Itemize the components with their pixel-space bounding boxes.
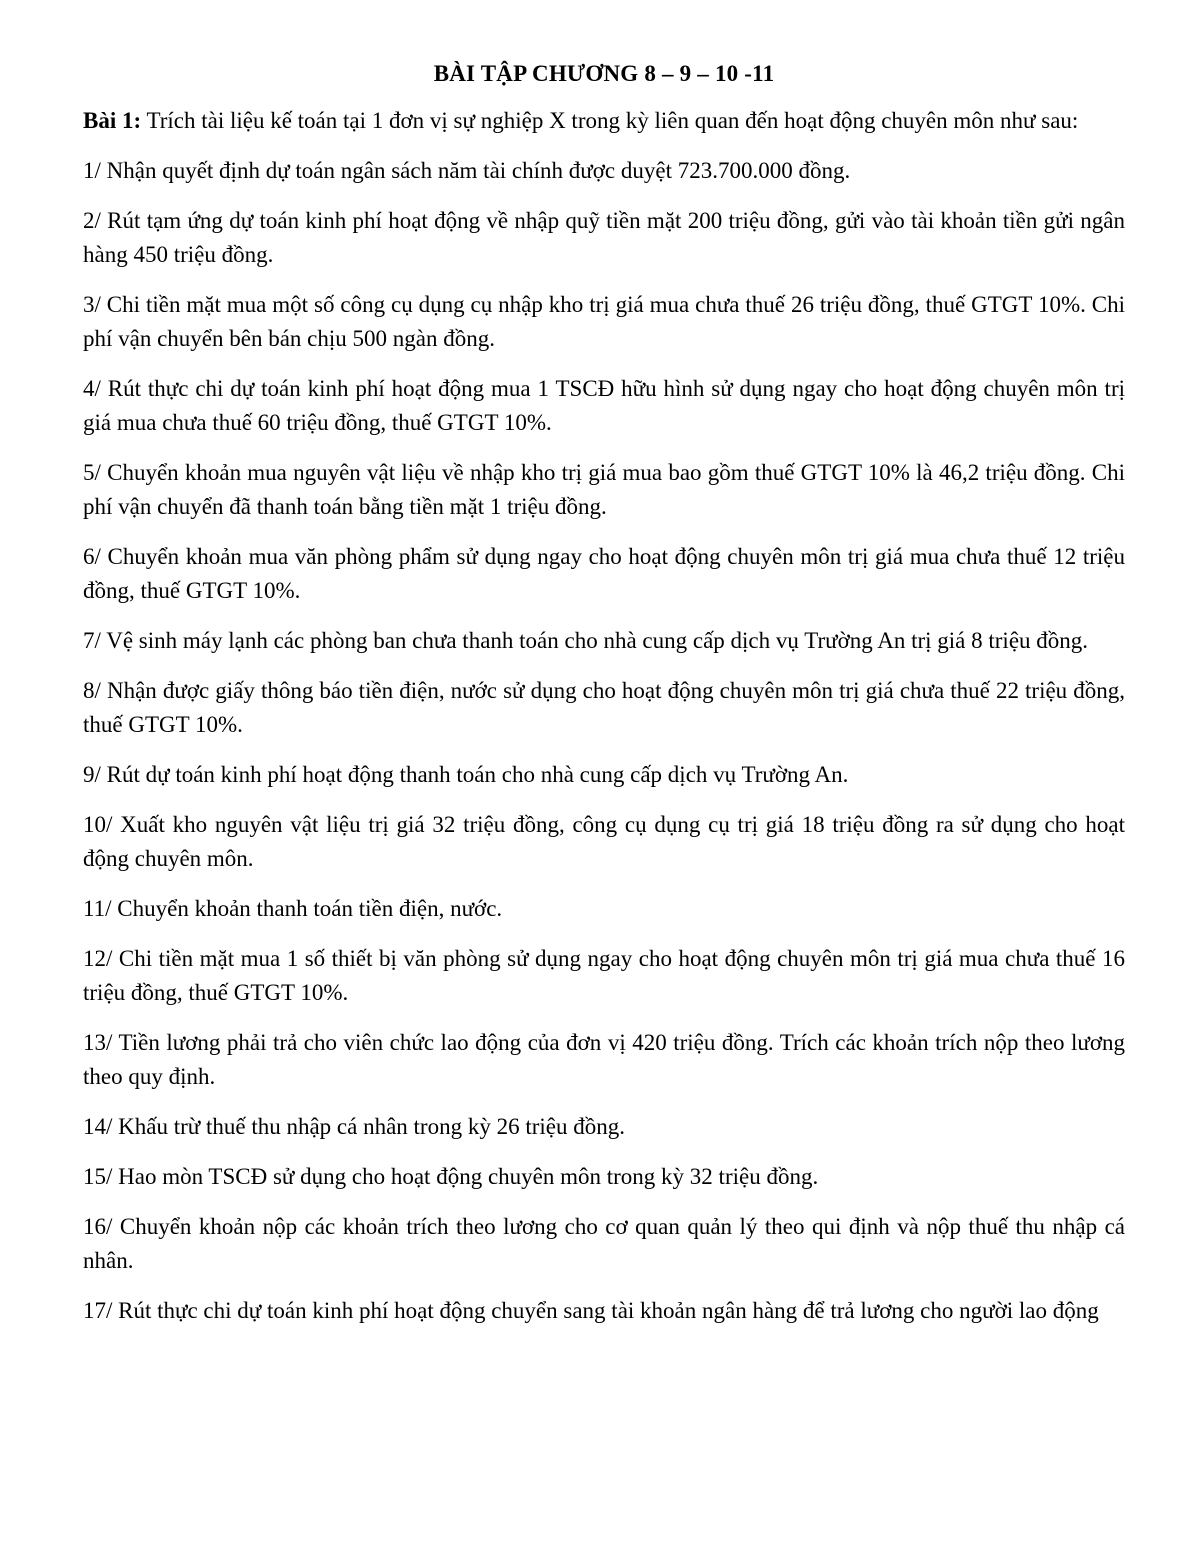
exercise-intro — [83, 104, 1125, 138]
list-item-10: 10/ Xuất kho nguyên vật liệu trị giá 32 triệu đồng, công cụ dụng cụ trị giá 18 triệu đồng ra sử dụng cho hoạt động chuyên môn. — [83, 812, 1125, 871]
list-item-4: 4/ Rút thực chi dự toán kinh phí hoạt động mua 1 TSCĐ hữu hình sử dụng ngay cho hoạt động chuyên môn trị giá mua chưa thuế 60 triệu đồng, thuế GTGT 10%. — [83, 376, 1125, 435]
list-item-14: 14/ Khấu trừ thuế thu nhập cá nhân trong kỳ 26 triệu đồng. — [83, 1114, 625, 1139]
list-item-16: 16/ Chuyển khoản nộp các khoản trích theo lương cho cơ quan quản lý theo qui định và nộp thuế thu nhập cá nhân. — [83, 1214, 1125, 1273]
list-item-3: 3/ Chi tiền mặt mua một số công cụ dụng cụ nhập kho trị giá mua chưa thuế 26 triệu đồng, thuế GTGT 10%. Chi phí vận chuyển bên bán chịu 500 ngàn đồng. — [83, 292, 1125, 351]
list-item-1: 1/ Nhận quyết định dự toán ngân sách năm tài chính được duyệt 723.700.000 đồng. — [83, 158, 851, 183]
list-item-7: 7/ Vệ sinh máy lạnh các phòng ban chưa thanh toán cho nhà cung cấp dịch vụ Trường An trị giá 8 triệu đồng. — [83, 628, 1089, 653]
exercise-label: Bài 1: — [83, 108, 142, 133]
list-item-13: 13/ Tiền lương phải trả cho viên chức lao động của đơn vị 420 triệu đồng. Trích các khoản trích nộp theo lương theo quy định. — [83, 1030, 1125, 1089]
list-item-12: 12/ Chi tiền mặt mua 1 số thiết bị văn phòng sử dụng ngay cho hoạt động chuyên môn trị giá mua chưa thuế 16 triệu đồng, thuế GTGT 10%. — [83, 946, 1125, 1005]
list-item-8: 8/ Nhận được giấy thông báo tiền điện, nước sử dụng cho hoạt động chuyên môn trị giá chưa thuế 22 triệu đồng, thuế GTGT 10%. — [83, 678, 1125, 737]
document-title: BÀI TẬP CHƯƠNG 8 – 9 – 10 -11 — [433, 61, 775, 86]
list-item-5: 5/ Chuyển khoản mua nguyên vật liệu về nhập kho trị giá mua bao gồm thuế GTGT 10% là 46,2 triệu đồng. Chi phí vận chuyển đã thanh toán bằng tiền mặt 1 triệu đồng. — [83, 460, 1125, 519]
document-page — [83, 58, 1125, 1344]
exercise-intro-text: Trích tài liệu kế toán tại 1 đơn vị sự nghiệp X trong kỳ liên quan đến hoạt động chuyên môn như sau: — [141, 108, 1079, 133]
list-item-9: 9/ Rút dự toán kinh phí hoạt động thanh toán cho nhà cung cấp dịch vụ Trường An. — [83, 762, 849, 787]
list-item-6: 6/ Chuyển khoản mua văn phòng phẩm sử dụng ngay cho hoạt động chuyên môn trị giá mua chưa thuế 12 triệu đồng, thuế GTGT 10%. — [83, 544, 1125, 603]
list-item-15: 15/ Hao mòn TSCĐ sử dụng cho hoạt động chuyên môn trong kỳ 32 triệu đồng. — [83, 1164, 819, 1189]
list-item-2: 2/ Rút tạm ứng dự toán kinh phí hoạt động về nhập quỹ tiền mặt 200 triệu đồng, gửi vào tài khoản tiền gửi ngân hàng 450 triệu đồng. — [83, 208, 1125, 267]
list-item-11: 11/ Chuyển khoản thanh toán tiền điện, nước. — [83, 896, 503, 921]
list-item-17: 17/ Rút thực chi dự toán kinh phí hoạt động chuyển sang tài khoản ngân hàng để trả lương cho người lao động — [83, 1298, 1099, 1323]
